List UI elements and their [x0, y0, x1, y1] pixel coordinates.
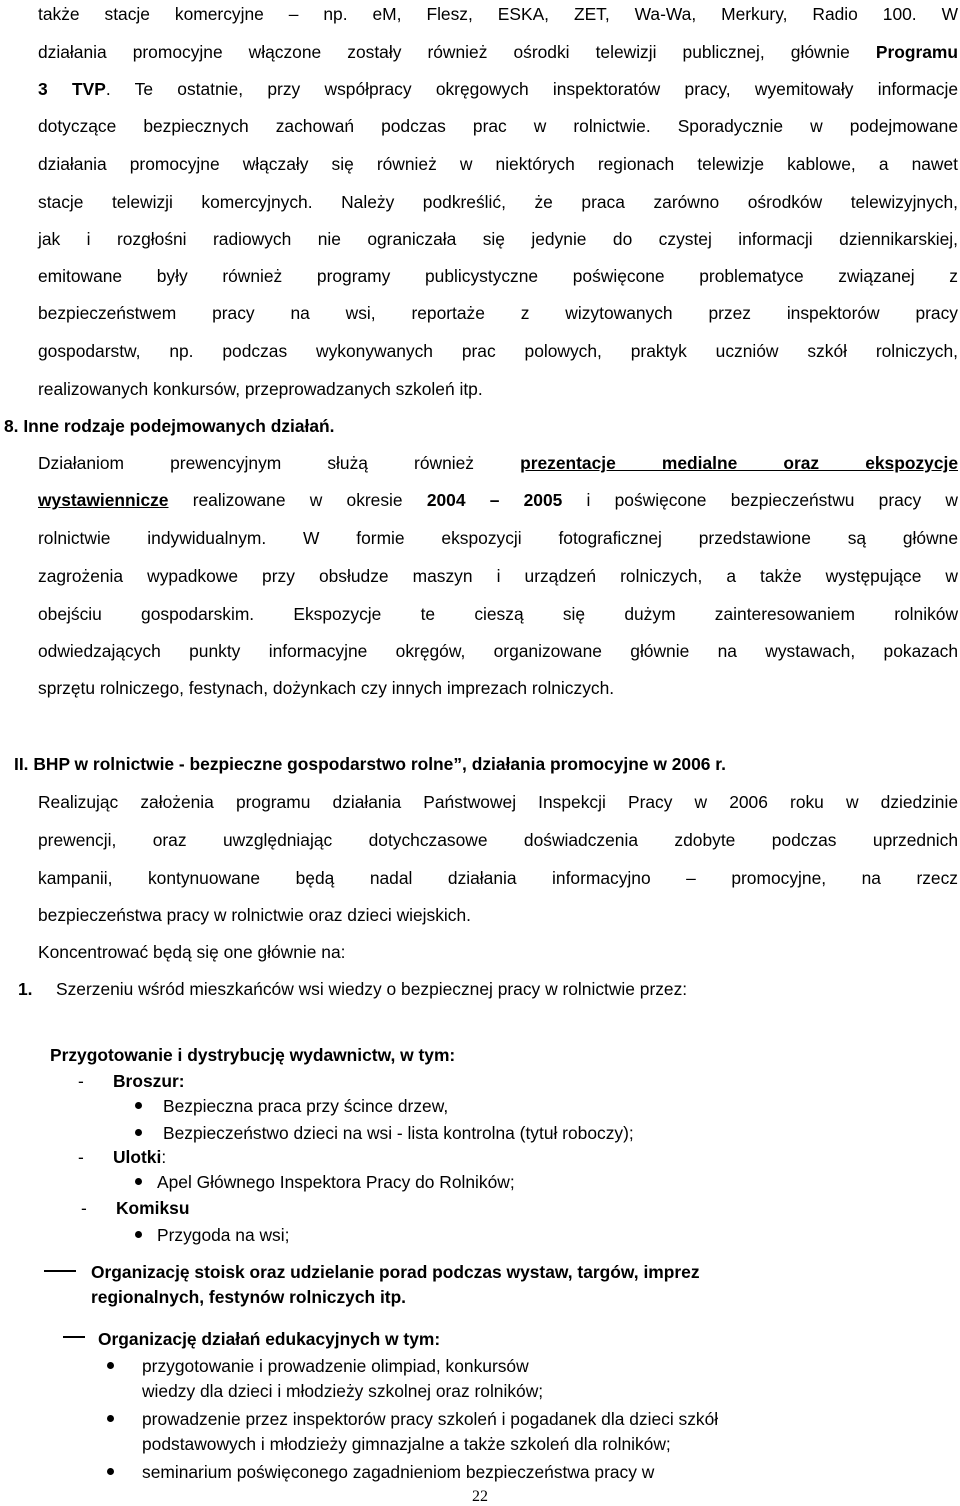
- paragraph-line: [38, 78, 958, 100]
- bullet-icon: [135, 1102, 142, 1109]
- list-item: Apel Głównego Inspektora Pracy do Rolników;: [157, 1172, 515, 1192]
- paragraph-line: bezpieczeństwa pracy w rolnictwie oraz dzieci wiejskich.: [38, 905, 471, 925]
- bullet-icon: [107, 1468, 114, 1475]
- dash-marker: -: [78, 1071, 84, 1091]
- paragraph-line: jak i rozgłośni radiowych nie ograniczała się jedynie do czystej informacji dziennikarskiej,: [38, 229, 958, 249]
- paragraph-line: zagrożenia wypadkowe przy obsłudze maszyn i urządzeń rolniczych, a także występujące w: [38, 566, 958, 586]
- list-item: Bezpieczeństwo dzieci na wsi - lista kontrolna (tytuł roboczy);: [163, 1123, 634, 1143]
- paragraph-line: bezpieczeństwem pracy na wsi, reportaże z wizytowanych przez inspektorów pracy: [38, 303, 958, 323]
- text-span: Działaniom prewencyjnym służą również: [38, 453, 521, 473]
- page-number: 22: [472, 1488, 488, 1505]
- paragraph-line: dotyczące bezpiecznych zachowań podczas prac w rolnictwie. Sporadycznie w podejmowane: [38, 116, 958, 136]
- list-number: 1.: [18, 979, 33, 999]
- paragraph-line: obejściu gospodarskim. Ekspozycje te cieszą się dużym zainteresowaniem rolników: [38, 604, 958, 624]
- paragraph-line: [38, 489, 958, 511]
- text-bold-underline: wystawiennicze: [38, 490, 169, 510]
- text-span: i poświęcone bezpieczeństwu pracy w: [562, 490, 958, 510]
- bullet-icon: [107, 1415, 114, 1422]
- list-item: przygotowanie i prowadzenie olimpiad, konkursów: [142, 1356, 529, 1376]
- text-bold: 2004 – 2005: [426, 490, 563, 510]
- text-bold: Programu: [875, 42, 958, 62]
- bullet-icon: [135, 1231, 142, 1238]
- paragraph-line: także stacje komercyjne – np. eM, Flesz, ESKA, ZET, Wa-Wa, Merkury, Radio 100. W: [38, 4, 958, 24]
- dash-marker: -: [78, 1147, 84, 1167]
- bullet-icon: [107, 1362, 114, 1369]
- group-label: Broszur:: [113, 1071, 185, 1091]
- section-heading: 8. Inne rodzaje podejmowanych działań.: [4, 416, 335, 436]
- list-item: wiedzy dla dzieci i młodzieży szkolnej oraz rolników;: [142, 1381, 544, 1401]
- group-label: Komiksu: [116, 1198, 190, 1218]
- group-label-text: Ulotki: [113, 1147, 162, 1167]
- list-item-bold: Organizację stoisk oraz udzielanie porad podczas wystaw, targów, imprez: [91, 1262, 700, 1282]
- list-item: seminarium poświęconego zagadnieniom bezpieczeństwa pracy w: [142, 1462, 655, 1482]
- text-span: . Te ostatnie, przy współpracy okręgowych inspektoratów pracy, wyemitowały informacje: [105, 79, 959, 99]
- list-item: prowadzenie przez inspektorów pracy szkoleń i pogadanek dla dzieci szkół: [142, 1409, 719, 1429]
- subsection-heading: Przygotowanie i dystrybucję wydawnictw, w tym:: [50, 1045, 456, 1065]
- paragraph-line: prewencji, oraz uwzględniając dotychczasowe doświadczenia zdobyte podczas uprzednich: [38, 830, 958, 850]
- chapter-heading: II. BHP w rolnictwie - bezpieczne gospodarstwo rolne”, działania promocyjne w 2006 r.: [14, 754, 726, 774]
- paragraph-line: realizowanych konkursów, przeprowadzanych szkoleń itp.: [38, 379, 483, 399]
- bullet-icon: [135, 1178, 142, 1185]
- em-dash-marker: [44, 1270, 76, 1272]
- paragraph-line: gospodarstw, np. podczas wykonywanych prac polowych, praktyk uczniów szkół rolniczych,: [38, 341, 958, 361]
- subsection-heading: Organizację działań edukacyjnych w tym:: [98, 1329, 441, 1349]
- list-item-text: Szerzeniu wśród mieszkańców wsi wiedzy o bezpiecznej pracy w rolnictwie przez:: [56, 979, 688, 999]
- paragraph-line: sprzętu rolniczego, festynach, dożynkach czy innych imprezach rolniczych.: [38, 678, 615, 698]
- paragraph-line: kampanii, kontynuowane będą nadal działania informacyjno – promocyjne, na rzecz: [38, 868, 958, 888]
- list-item: Bezpieczna praca przy ścince drzew,: [163, 1096, 449, 1116]
- paragraph-line: emitowane były również programy publicystyczne poświęcone problematyce związanej z: [38, 266, 958, 286]
- em-dash-marker: [63, 1336, 85, 1338]
- group-label: [113, 1146, 166, 1168]
- text-bold-underline: prezentacje medialne oraz ekspozycje: [520, 453, 959, 473]
- paragraph-line: działania promocyjne włączały się również w niektórych regionach telewizje kablowe, a nawet: [38, 154, 958, 174]
- paragraph-line: [38, 452, 958, 474]
- list-item-bold: regionalnych, festynów rolniczych itp.: [91, 1287, 407, 1307]
- text-bold: 3 TVP: [38, 79, 106, 99]
- paragraph-line: [38, 41, 958, 63]
- paragraph-line: stacje telewizji komercyjnych. Należy podkreślić, że praca zarówno ośrodków telewizyjnych,: [38, 192, 958, 212]
- paragraph-line: Koncentrować będą się one głównie na:: [38, 942, 346, 962]
- list-item: podstawowych i młodzieży gimnazjalne a także szkoleń dla rolników;: [142, 1434, 671, 1454]
- group-label-colon: :: [161, 1147, 167, 1167]
- bullet-icon: [135, 1129, 142, 1136]
- paragraph-line: odwiedzających punkty informacyjne okręgów, organizowane głównie na wystawach, pokazach: [38, 641, 958, 661]
- text-span: realizowane w okresie: [168, 490, 427, 510]
- list-item: Przygoda na wsi;: [157, 1225, 290, 1245]
- dash-marker: -: [81, 1198, 87, 1218]
- paragraph-line: Realizując założenia programu działania Państwowej Inspekcji Pracy w 2006 roku w dziedzinie: [38, 792, 958, 812]
- text-span: działania promocyjne włączone zostały również ośrodki telewizji publicznej, głównie: [38, 42, 876, 62]
- paragraph-line: rolnictwie indywidualnym. W formie ekspozycji fotograficznej przedstawione są główne: [38, 528, 958, 548]
